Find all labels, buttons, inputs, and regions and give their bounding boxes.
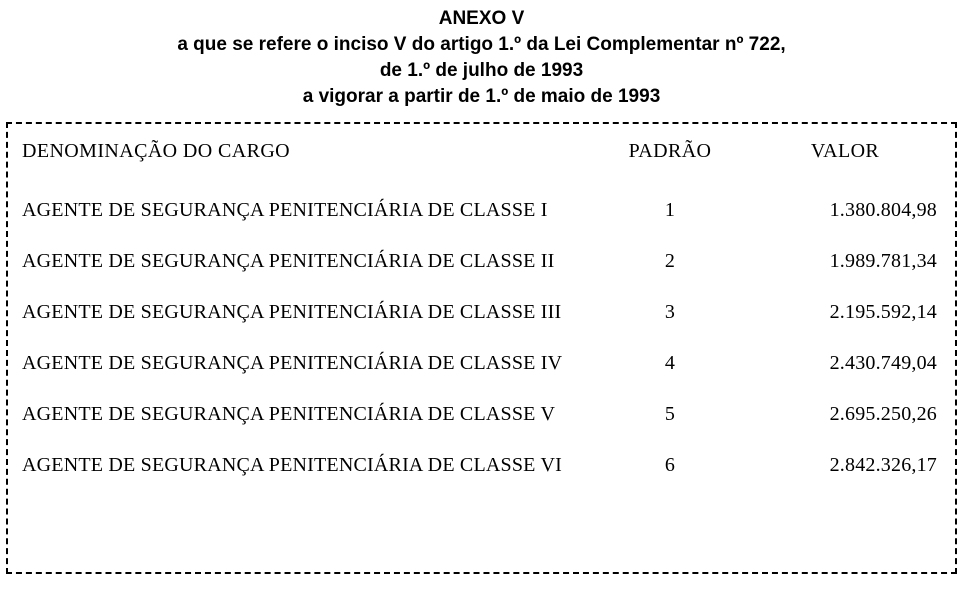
cell-padrao: 3 xyxy=(664,301,676,323)
table-body xyxy=(8,185,955,491)
cell-valor: 2.430.749,04 xyxy=(829,352,937,374)
cell-cargo: AGENTE DE SEGURANÇA PENITENCIÁRIA DE CLASSE III xyxy=(22,301,562,323)
table-row xyxy=(8,185,955,236)
salary-table-container xyxy=(6,122,957,574)
salary-table xyxy=(8,124,955,491)
cell-padrao: 5 xyxy=(664,403,676,425)
cell-padrao: 4 xyxy=(664,352,676,374)
cell-cargo: AGENTE DE SEGURANÇA PENITENCIÁRIA DE CLASSE I xyxy=(22,199,548,221)
cell-valor: 2.842.326,17 xyxy=(829,454,937,476)
table-row xyxy=(8,287,955,338)
table-header xyxy=(8,124,955,185)
column-header-padrao: PADRÃO xyxy=(628,140,712,162)
cell-padrao: 1 xyxy=(664,199,676,221)
cell-cargo: AGENTE DE SEGURANÇA PENITENCIÁRIA DE CLASSE V xyxy=(22,403,556,425)
table-row xyxy=(8,440,955,491)
table-header-row xyxy=(8,124,955,185)
table-row xyxy=(8,236,955,287)
cell-cargo: AGENTE DE SEGURANÇA PENITENCIÁRIA DE CLASSE VI xyxy=(22,454,562,476)
document-subtitle-line-3: a vigorar a partir de 1.º de maio de 1993 xyxy=(302,86,661,107)
document-header xyxy=(0,0,963,110)
cell-valor: 1.380.804,98 xyxy=(829,199,937,221)
cell-valor: 2.195.592,14 xyxy=(829,301,937,323)
table-row xyxy=(8,338,955,389)
cell-padrao: 6 xyxy=(664,454,676,476)
cell-cargo: AGENTE DE SEGURANÇA PENITENCIÁRIA DE CLASSE II xyxy=(22,250,555,272)
column-header-valor: VALOR xyxy=(810,140,880,162)
document-title: ANEXO V xyxy=(438,8,525,29)
table-row xyxy=(8,389,955,440)
cell-valor: 2.695.250,26 xyxy=(829,403,937,425)
cell-padrao: 2 xyxy=(664,250,676,272)
cell-cargo: AGENTE DE SEGURANÇA PENITENCIÁRIA DE CLASSE IV xyxy=(22,352,563,374)
document-subtitle-line-1: a que se refere o inciso V do artigo 1.º da Lei Complementar nº 722, xyxy=(177,34,786,55)
document-subtitle-line-2: de 1.º de julho de 1993 xyxy=(379,60,584,81)
cell-valor: 1.989.781,34 xyxy=(829,250,937,272)
column-header-cargo: DENOMINAÇÃO DO CARGO xyxy=(22,140,290,162)
